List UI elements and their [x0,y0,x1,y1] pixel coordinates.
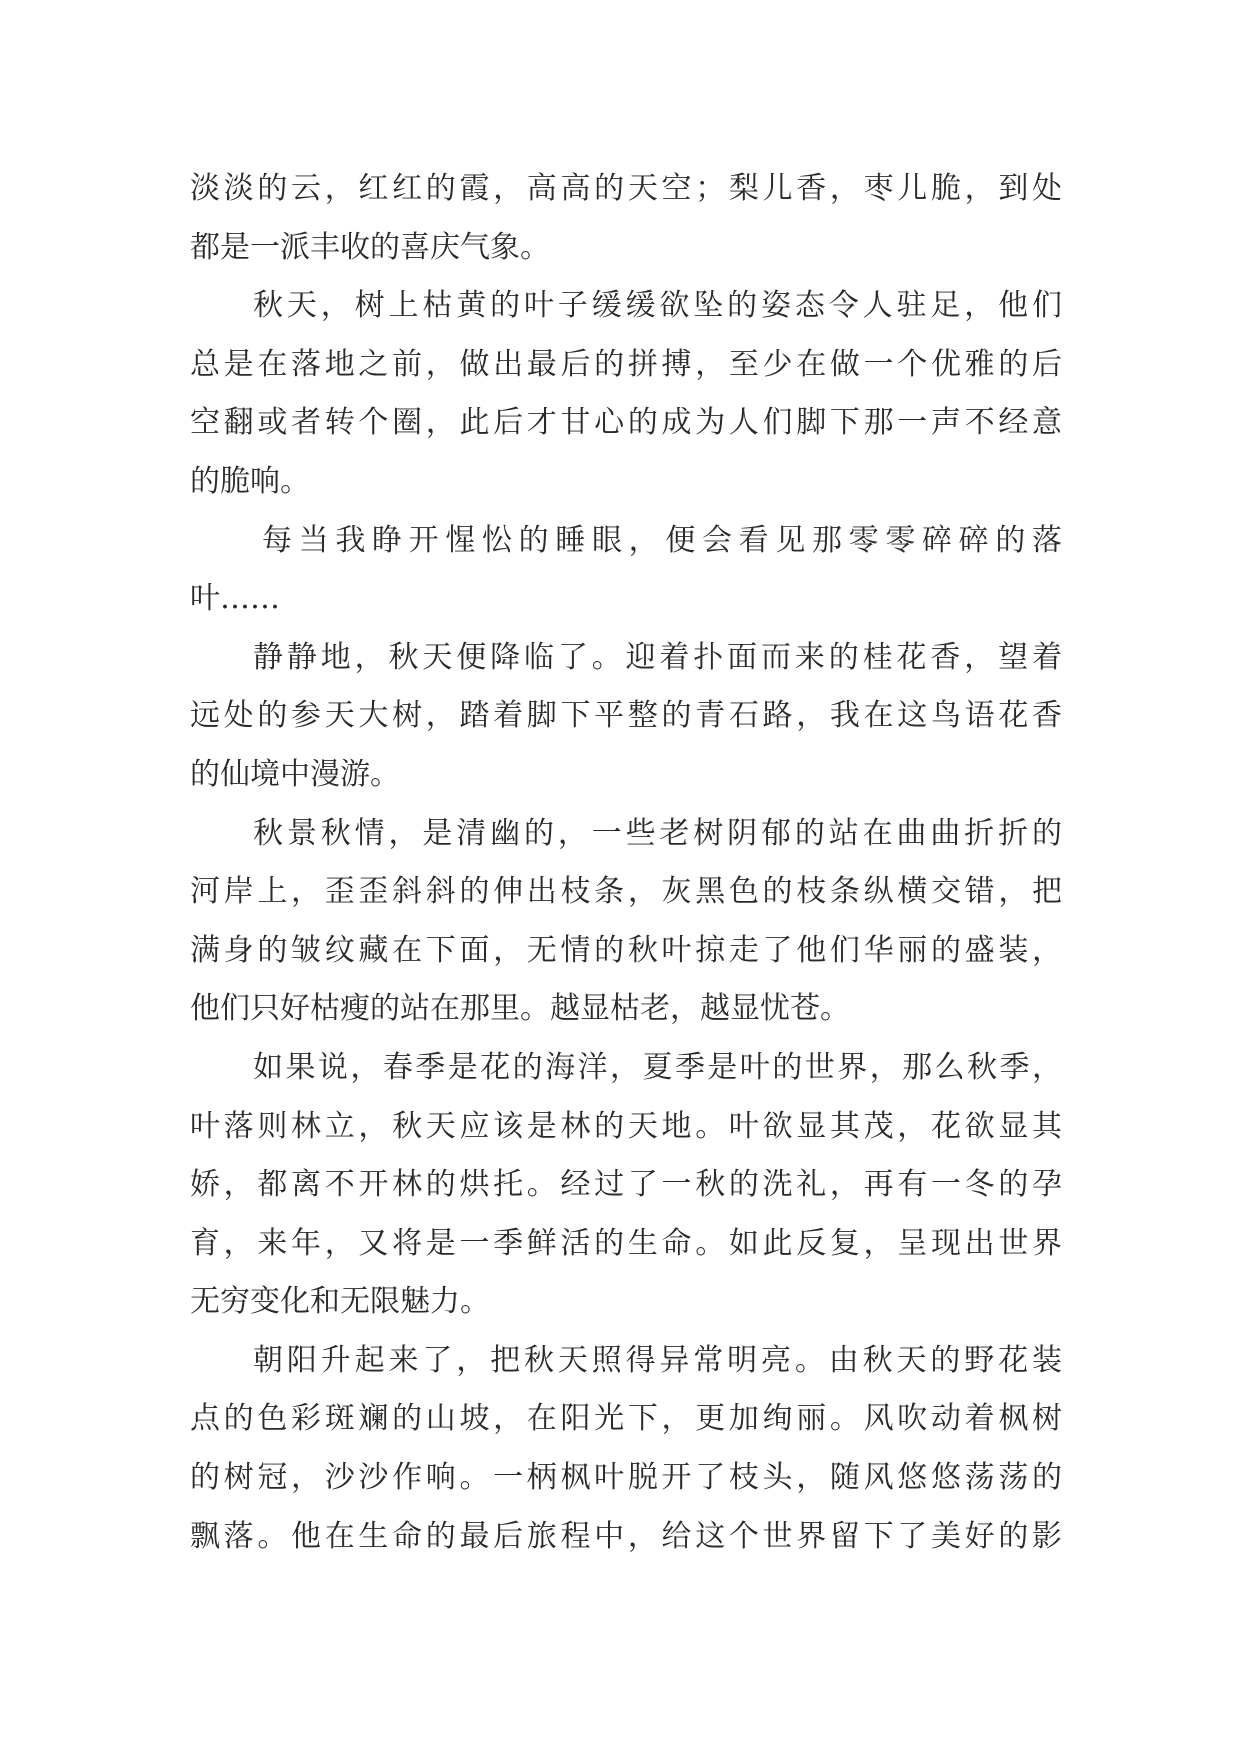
document-page [190,160,1062,1566]
text-line: 总是在落地之前，做出最后的拼搏，至少在做一个优雅的后 [190,346,1062,382]
text-line: 娇，都离不开林的烘托。经过了一秋的洗礼，再有一冬的孕 [190,1167,1062,1203]
text-line: 无穷变化和无限魅力。 [190,1284,490,1320]
text-line: 的树冠，沙沙作响。一柄枫叶脱开了枝头，随风悠悠荡荡的 [190,1460,1062,1496]
text-line: 静静地，秋天便降临了。迎着扑面而来的桂花香，望着 [253,639,1062,675]
text-line: 的仙境中漫游。 [190,756,400,792]
text-line: 点的色彩斑斓的山坡，在阳光下，更加绚丽。风吹动着枫树 [190,1401,1062,1437]
text-line: 的脆响。 [190,463,310,499]
text-line: 他们只好枯瘦的站在那里。越显枯老，越显忧苍。 [190,991,850,1027]
text-line: 远处的参天大树，踏着脚下平整的青石路，我在这鸟语花香 [190,698,1062,734]
text-line: 飘落。他在生命的最后旅程中，给这个世界留下了美好的影 [190,1518,1062,1554]
text-line: 朝阳升起来了，把秋天照得异常明亮。由秋天的野花装 [253,1342,1062,1378]
text-line: 满身的皱纹藏在下面，无情的秋叶掠走了他们华丽的盛装， [190,932,1062,968]
text-line: 秋天，树上枯黄的叶子缓缓欲坠的姿态令人驻足，他们 [253,288,1062,324]
text-line: 叶…… [190,581,280,617]
text-line: 空翻或者转个圈，此后才甘心的成为人们脚下那一声不经意 [190,405,1062,441]
text-line: 秋景秋情，是清幽的，一些老树阴郁的站在曲曲折折的 [253,815,1062,851]
text-line: 育，来年，又将是一季鲜活的生命。如此反复，呈现出世界 [190,1225,1062,1261]
text-line: 都是一派丰收的喜庆气象。 [190,229,550,265]
text-line: 淡淡的云，红红的霞，高高的天空；梨儿香，枣儿脆，到处 [190,171,1062,206]
text-line: 如果说，春季是花的海洋，夏季是叶的世界，那么秋季， [253,1049,1062,1085]
text-line: 河岸上，歪歪斜斜的伸出枝条，灰黑色的枝条纵横交错，把 [190,874,1062,910]
text-line: 每当我睁开惺忪的睡眼，便会看见那零零碎碎的落 [262,522,1062,558]
text-line: 叶落则林立，秋天应该是林的天地。叶欲显其茂，花欲显其 [190,1108,1062,1144]
